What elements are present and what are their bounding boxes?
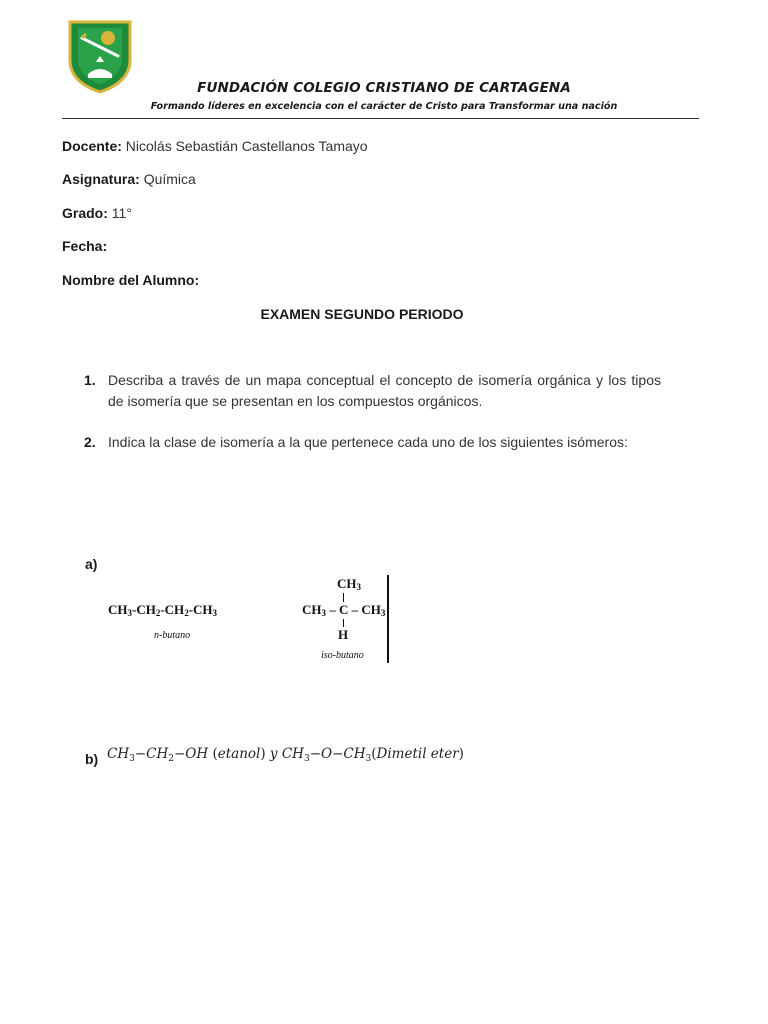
alumno-field [62, 272, 199, 288]
part-b-label: b) [85, 751, 99, 767]
alumno-label: Nombre del Alumno: [62, 272, 200, 288]
fecha-label: Fecha: [62, 238, 108, 254]
iso-butane-main-chain: $CH_3$ – C – $CH_3$ [302, 602, 386, 618]
question-1-text: Describa a través de un mapa conceptual el concepto de isomería orgánica y los tipos de isomería que se presentan en los compuestos orgánicos. [108, 372, 661, 409]
school-name: FUNDACIÓN COLEGIO CRISTIANO DE CARTAGENA [197, 80, 571, 96]
question-2-number: 2. [84, 434, 96, 450]
grado-label: Grado: [62, 205, 108, 221]
ethanol-name: etanol [217, 746, 261, 762]
figure-edge-bar [387, 575, 389, 663]
docente-field [62, 138, 368, 154]
iso-butane-upper-bond [343, 593, 344, 602]
fecha-field [62, 238, 107, 254]
iso-butane-hydrogen: H [338, 627, 349, 642]
connector-word: y [269, 746, 278, 762]
n-butane-caption: n-butano [154, 630, 191, 641]
question-1-number: 1. [84, 372, 96, 388]
grado-field [62, 205, 132, 221]
docente-label: Docente: [62, 138, 122, 154]
part-a-label: a) [85, 556, 98, 572]
grado-value: 11° [111, 205, 132, 221]
iso-butane-lower-bond [343, 619, 344, 627]
school-motto: Formando líderes en excelencia con el carácter de Cristo para Transformar una nación [150, 101, 618, 112]
iso-butane-caption: iso-butano [321, 650, 364, 661]
iso-butane-top-group: $CH_3$ [337, 576, 361, 592]
part-b-equation: $CH_3-CH_2-OH$ (etanol) y $CH_3-O-CH_3(Dimetil$ eter) [107, 746, 464, 764]
asignatura-value: Química [143, 171, 196, 187]
question-2-text: Indica la clase de isomería a la que pertenece cada uno de los siguientes isómeros: [108, 434, 628, 450]
docente-value: Nicolás Sebastián Castellanos Tamayo [125, 138, 368, 154]
header-divider [62, 118, 699, 119]
ether-name: Dimetil eter [376, 746, 459, 762]
exam-title: EXAMEN SEGUNDO PERIODO [260, 306, 464, 322]
asignatura-field [62, 171, 196, 187]
n-butane-formula: $CH_3-CH_2-CH_2-CH_3$ [108, 602, 218, 618]
asignatura-label: Asignatura: [62, 171, 140, 187]
